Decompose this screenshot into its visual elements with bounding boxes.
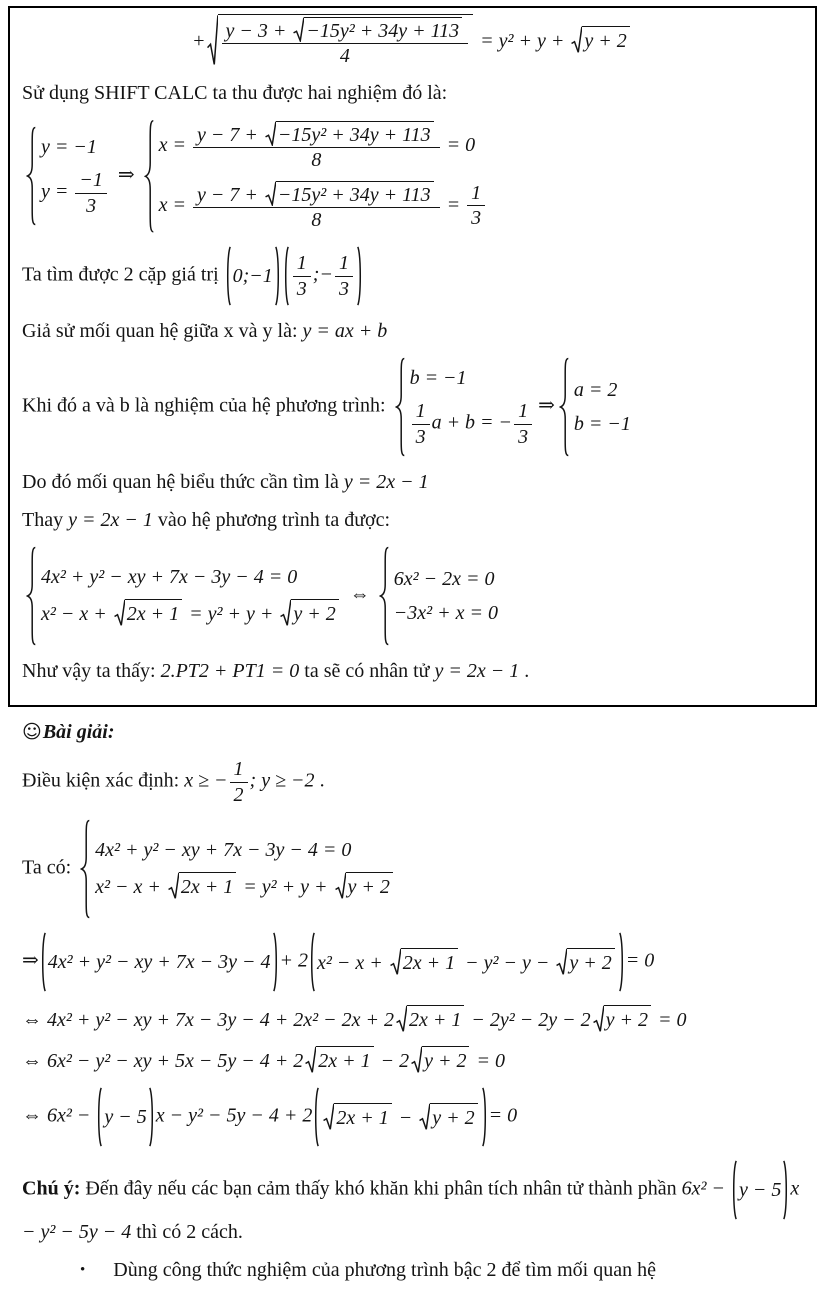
math-text: y − 3 + xyxy=(225,20,292,42)
radicand xyxy=(316,1046,373,1074)
text: + xyxy=(193,29,205,52)
math-text: 3 xyxy=(518,425,529,448)
denominator xyxy=(514,425,532,448)
system-row xyxy=(159,181,488,232)
system-row xyxy=(41,565,297,590)
square-root xyxy=(335,872,393,900)
text: . xyxy=(314,769,325,792)
paren-content xyxy=(737,1177,783,1204)
square-root xyxy=(390,948,458,976)
math-text: x = xyxy=(158,193,192,216)
text-factor-conclusion xyxy=(22,659,803,684)
radical-sign xyxy=(419,1103,430,1131)
math-text: − y² − y − xyxy=(460,952,555,975)
text: ⇔ xyxy=(22,1050,47,1073)
math-text: 2 xyxy=(233,783,244,806)
radicand xyxy=(401,948,458,976)
radical-sign xyxy=(571,26,582,54)
system-rows xyxy=(410,364,535,450)
fraction xyxy=(412,400,430,448)
math-text: 3 xyxy=(338,277,349,300)
left-brace xyxy=(144,119,154,234)
math-text: 2x + 1 xyxy=(408,1009,462,1032)
radical-sign xyxy=(265,121,276,146)
system-rows xyxy=(394,565,498,628)
radical-sign xyxy=(168,872,179,900)
math-text: − xyxy=(393,1107,418,1130)
math-text: b = −1 xyxy=(573,412,631,435)
numerator xyxy=(412,400,430,424)
system-rows xyxy=(159,119,488,234)
system-row xyxy=(41,169,109,217)
math-text: 2x + 1 xyxy=(126,603,180,626)
numerator xyxy=(75,169,107,193)
math-text: −1 xyxy=(79,169,103,192)
math-text: = 0 xyxy=(652,1009,687,1032)
left-brace xyxy=(559,357,569,457)
math-text: y + 2 xyxy=(347,876,390,899)
radical-sign xyxy=(293,17,304,42)
right-paren xyxy=(619,932,625,992)
parenthesized-group xyxy=(225,246,281,306)
math-text: 4x² + y² − xy + 7x − 3y − 4 + 2x² − 2x + 2 xyxy=(47,1009,394,1032)
left-brace xyxy=(379,546,389,646)
math-text: − 2y² − 2y − 2 xyxy=(466,1009,591,1032)
square-root xyxy=(396,1005,464,1033)
text: Dùng công thức nghiệm của phương trình bậc 2 để tìm mối quan hệ xyxy=(113,1259,656,1282)
numerator xyxy=(193,181,440,208)
math-text: 4x² + y² − xy + 7x − 3y − 4 xyxy=(47,950,271,973)
math-text: = 0 xyxy=(471,1050,505,1073)
heading-solution xyxy=(22,720,811,745)
math-text: = y² + y + xyxy=(184,603,279,626)
math-text: x − y² − 5y − 4 xyxy=(22,1177,800,1244)
solution-note-box xyxy=(8,6,817,707)
radical-sign xyxy=(411,1046,422,1074)
bullet-item-quadratic-formula xyxy=(22,1258,811,1283)
equation-system xyxy=(395,357,535,457)
square-root xyxy=(207,14,474,68)
math-text: 3 xyxy=(415,425,426,448)
text: Thay xyxy=(22,509,69,532)
radicand xyxy=(276,121,434,146)
paren-content xyxy=(315,947,619,977)
text: Khi đó a và b là nghiệm của hệ phương trình: xyxy=(22,394,391,417)
square-root xyxy=(265,181,434,206)
equation-system xyxy=(559,357,631,457)
math-text: y − 5 xyxy=(104,1105,147,1128)
numerator xyxy=(293,252,311,276)
right-paren xyxy=(149,1087,155,1147)
radical-sign xyxy=(305,1046,316,1074)
left-brace xyxy=(26,126,36,226)
math-text: + 2 xyxy=(279,949,308,972)
square-root xyxy=(556,948,614,976)
math-text: 2x + 1 xyxy=(402,952,456,975)
radicand xyxy=(582,26,629,54)
text: ⇒ xyxy=(112,163,140,186)
parenthesized-group xyxy=(96,1087,154,1147)
left-brace xyxy=(395,357,405,457)
square-root xyxy=(280,599,338,627)
equation-system xyxy=(26,546,341,646)
paren-content xyxy=(46,949,273,976)
fraction xyxy=(230,758,248,806)
math-text: 1 xyxy=(518,400,529,423)
text-shift-calc xyxy=(22,81,803,106)
radical-sign xyxy=(323,1103,334,1131)
math-text: y = xyxy=(41,180,74,203)
radical-sign xyxy=(396,1005,407,1033)
text: Do đó mối quan hệ biểu thức cần tìm là xyxy=(22,471,344,494)
square-root xyxy=(265,121,434,146)
paren-content xyxy=(289,251,357,301)
system-ab xyxy=(22,357,803,457)
paren-content xyxy=(231,263,275,290)
math-text: 1 xyxy=(471,182,482,205)
text: Giả sử mối quan hệ giữa x và y là: xyxy=(22,320,303,343)
system-rows xyxy=(41,133,109,219)
math-text: −15y² + 34y + 113 xyxy=(277,123,431,146)
math-text: 4x² + y² − xy + 7x − 3y − 4 = 0 xyxy=(41,566,298,589)
fraction xyxy=(467,182,485,230)
paren-content xyxy=(102,1104,148,1131)
right-paren xyxy=(273,932,279,992)
square-root xyxy=(305,1046,373,1074)
math-text: 2x + 1 xyxy=(180,876,234,899)
math-text: y = ax + b xyxy=(302,320,388,343)
numerator xyxy=(467,182,485,206)
system-row xyxy=(95,838,351,863)
radical-sign xyxy=(556,948,567,976)
radicand xyxy=(422,1046,469,1074)
system-rows xyxy=(41,563,341,629)
radicand xyxy=(218,14,474,68)
math-text: x ≥ − xyxy=(184,769,228,792)
text: Sử dụng SHIFT CALC ta thu được hai nghiệm đó là: xyxy=(22,81,448,104)
bold-text: Chú ý: xyxy=(22,1177,86,1200)
square-root xyxy=(168,872,236,900)
math-text: 6x² − 2x = 0 xyxy=(393,567,495,590)
text: ⇔ xyxy=(22,1009,47,1032)
solution-body xyxy=(4,720,821,1283)
smiley-icon: ☺ xyxy=(22,721,42,744)
math-text: ;− xyxy=(312,263,333,286)
system-row xyxy=(410,400,535,448)
square-root xyxy=(593,1005,651,1033)
system-row xyxy=(410,366,467,391)
math-text: − 2 xyxy=(375,1050,410,1073)
fraction xyxy=(75,169,107,217)
text: Điều kiện xác định: xyxy=(22,769,185,792)
right-paren xyxy=(275,246,281,306)
denominator xyxy=(307,148,325,171)
parenthesized-group xyxy=(309,932,625,992)
derivation-step-1 xyxy=(22,932,811,992)
denominator xyxy=(412,425,430,448)
math-text: ; y ≥ −2 xyxy=(249,769,315,792)
math-text: y = −1 xyxy=(41,136,97,159)
radicand xyxy=(179,872,236,900)
radicand xyxy=(407,1005,464,1033)
parenthesized-group xyxy=(283,246,363,306)
text-value-pairs xyxy=(22,246,803,306)
square-root xyxy=(411,1046,469,1074)
system-row xyxy=(394,567,495,592)
denominator xyxy=(336,44,354,67)
equation-system xyxy=(379,546,498,646)
math-text: 1 xyxy=(296,252,307,275)
math-text: y = 2x − 1 xyxy=(343,471,429,494)
math-text: x = xyxy=(158,133,192,156)
math-text: 6x² − xyxy=(47,1104,96,1127)
fraction xyxy=(193,181,440,232)
math-text: x − y² − 5y − 4 + 2 xyxy=(155,1104,313,1127)
radical-sign xyxy=(390,948,401,976)
radical-sign xyxy=(335,872,346,900)
note-paragraph xyxy=(22,1160,811,1245)
math-text: x² − x + xyxy=(41,603,112,626)
bold-italic-text: Bài giải: xyxy=(42,721,115,744)
numerator xyxy=(230,758,248,782)
derivation-step-3 xyxy=(22,1046,811,1074)
radicand xyxy=(276,181,434,206)
radicand xyxy=(304,17,462,42)
math-text: 2x + 1 xyxy=(336,1107,389,1130)
numerator xyxy=(514,400,532,424)
square-root xyxy=(571,26,629,54)
text: ⇔ xyxy=(22,1104,47,1127)
equation-continued xyxy=(22,14,803,68)
numerator xyxy=(222,17,469,44)
denominator xyxy=(230,783,248,806)
math-text: y + 2 xyxy=(424,1050,467,1073)
math-text: 8 xyxy=(311,208,322,231)
text: ta sẽ có nhân tử xyxy=(299,660,435,683)
system-row xyxy=(95,872,395,900)
radical-sign xyxy=(280,599,291,627)
parenthesized-group xyxy=(40,932,279,992)
system-row xyxy=(574,412,631,437)
math-text: x² − x + xyxy=(317,952,388,975)
math-text: y − 7 + xyxy=(197,183,263,206)
square-root xyxy=(323,1103,391,1131)
text: vào hệ phương trình ta được: xyxy=(152,509,391,532)
system-row xyxy=(574,378,618,403)
math-text: 1 xyxy=(415,400,426,423)
system-rows xyxy=(574,376,631,439)
math-text: 0;−1 xyxy=(232,264,273,287)
math-text: a + b = − xyxy=(431,411,513,434)
text: Ta tìm được 2 cặp giá trị xyxy=(22,263,224,286)
math-text: y + 2 xyxy=(432,1107,475,1130)
math-text: −15y² + 34y + 113 xyxy=(306,20,460,42)
math-text: y = 2x − 1 xyxy=(68,509,153,532)
derivation-step-4 xyxy=(22,1087,811,1147)
math-text: = y² + y + xyxy=(475,29,570,52)
text: ⇔ xyxy=(344,583,375,606)
radicand xyxy=(334,1103,391,1131)
denominator xyxy=(293,277,311,300)
system-given xyxy=(22,819,811,919)
text: ⇒ xyxy=(22,949,39,972)
text-substitute xyxy=(22,508,803,533)
denominator xyxy=(307,208,325,231)
math-text: 1 xyxy=(233,758,244,781)
radical-sign xyxy=(265,181,276,206)
fraction xyxy=(222,17,469,68)
radicand xyxy=(430,1103,477,1131)
radicand xyxy=(567,948,614,976)
math-text: 6x² − y² − xy + 5x − 5y − 4 + 2 xyxy=(47,1050,304,1073)
math-text: 4 xyxy=(339,45,350,68)
radicand xyxy=(604,1005,651,1033)
math-text: a = 2 xyxy=(573,378,618,401)
left-brace xyxy=(80,819,90,919)
math-text: 2x + 1 xyxy=(318,1050,371,1073)
numerator xyxy=(335,252,353,276)
equation-system xyxy=(144,119,488,234)
system-rows xyxy=(95,836,395,902)
text: Như vậy ta thấy: xyxy=(22,660,161,683)
radical-sign xyxy=(114,599,125,627)
math-text: y + 2 xyxy=(605,1009,648,1032)
text-domain-condition xyxy=(22,758,811,806)
math-text: y + 2 xyxy=(293,603,336,626)
math-text: = y² + y + xyxy=(238,876,333,899)
math-text: 2.PT2 + PT1 = 0 xyxy=(160,660,300,683)
math-text: 3 xyxy=(296,277,307,300)
system-substituted xyxy=(22,546,803,646)
radicand xyxy=(346,872,393,900)
fraction xyxy=(335,252,353,300)
text-relation-found xyxy=(22,470,803,495)
fraction xyxy=(293,252,311,300)
denominator xyxy=(467,206,485,229)
math-text: 8 xyxy=(311,149,322,172)
numerator xyxy=(193,121,440,148)
math-text: 3 xyxy=(86,194,97,217)
math-text: x² − x + xyxy=(95,876,166,899)
math-text: y = 2x − 1 xyxy=(434,660,520,683)
denominator xyxy=(82,194,100,217)
text-assume-relation xyxy=(22,319,803,344)
fraction xyxy=(514,400,532,448)
math-text: y + 2 xyxy=(569,952,612,975)
square-root xyxy=(293,17,462,42)
denominator xyxy=(335,277,353,300)
math-text: 6x² − xyxy=(681,1177,730,1200)
math-text: = 0 xyxy=(441,133,476,156)
math-text: = 0 xyxy=(488,1104,518,1127)
radicand xyxy=(125,599,182,627)
parenthesized-group xyxy=(313,1087,487,1147)
radical-sign xyxy=(207,14,218,68)
bullet-icon: • xyxy=(80,1262,86,1279)
math-text: b = −1 xyxy=(409,367,467,390)
right-paren xyxy=(357,246,363,306)
paren-content xyxy=(319,1102,481,1132)
text: Ta có: xyxy=(22,856,77,879)
parenthesized-group xyxy=(731,1160,789,1220)
system-row xyxy=(41,135,97,160)
text: ⇒ xyxy=(538,394,555,417)
radicand xyxy=(291,599,338,627)
radical-sign xyxy=(593,1005,604,1033)
math-text: 1 xyxy=(338,252,349,275)
system-row xyxy=(394,601,498,626)
text: Đến đây nếu các bạn cảm thấy khó khăn khi phân tích nhân tử thành phần xyxy=(85,1177,682,1200)
math-text: y + 2 xyxy=(584,29,627,52)
square-root xyxy=(114,599,182,627)
math-text: y − 5 xyxy=(738,1178,782,1201)
math-text: y − 7 + xyxy=(197,123,263,146)
math-text: −3x² + x = 0 xyxy=(393,601,498,624)
right-paren xyxy=(783,1160,789,1220)
right-paren xyxy=(482,1087,488,1147)
fraction xyxy=(193,121,440,172)
square-root xyxy=(419,1103,477,1131)
derivation-step-2 xyxy=(22,1005,811,1033)
math-text: 4x² + y² − xy + 7x − 3y − 4 = 0 xyxy=(95,839,352,862)
left-brace xyxy=(26,546,36,646)
text: thì có 2 cách. xyxy=(131,1221,243,1244)
text: . xyxy=(519,660,530,683)
system-row xyxy=(159,121,476,172)
equation-system xyxy=(80,819,395,919)
math-text: = xyxy=(441,193,466,216)
math-text: −15y² + 34y + 113 xyxy=(277,183,431,206)
system-roots xyxy=(22,119,803,234)
system-row xyxy=(41,599,341,627)
equation-system xyxy=(26,126,109,226)
math-text: = 0 xyxy=(625,949,655,972)
math-text: 3 xyxy=(471,207,482,230)
